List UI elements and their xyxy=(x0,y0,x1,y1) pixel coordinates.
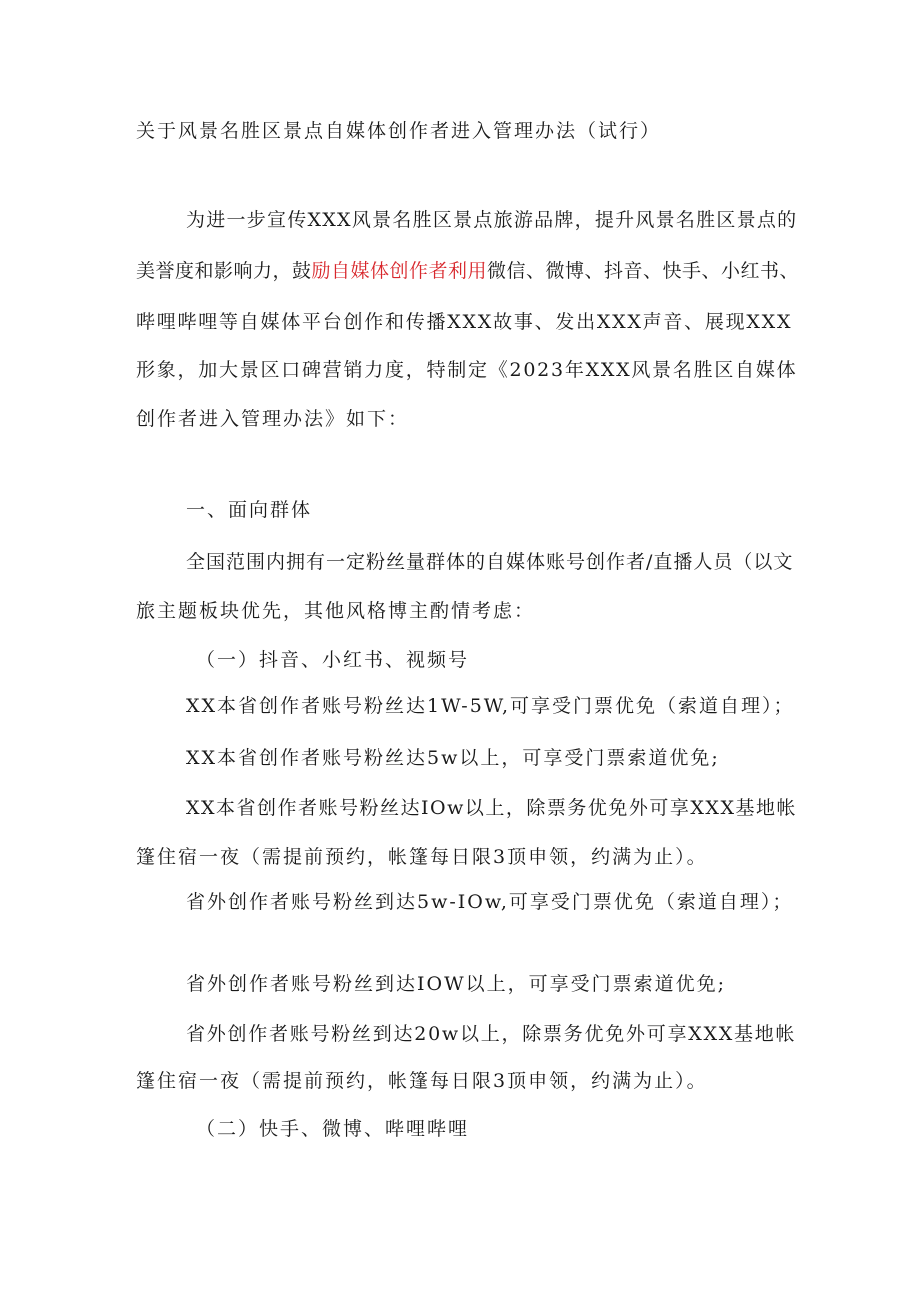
intro-line-3: 哔哩哔哩等自媒体平台创作和传播XXX故事、发出XXX声音、展现XXX xyxy=(136,311,793,333)
rule-item-3-line-2: 篷住宿一夜（需提前预约，帐篷每日限3顶申领，约满为止）。 xyxy=(136,846,708,868)
rule-item-5: 省外创作者账号粉丝到达IOW以上，可享受门票索道优免; xyxy=(186,973,727,995)
subsection-1-heading: （一）抖音、小红书、视频号 xyxy=(196,649,470,671)
rule-item-4: 省外创作者账号粉丝到达5w-IOw,可享受门票优免（索道自理）； xyxy=(186,891,794,913)
intro-line-2 xyxy=(136,258,799,284)
intro-line-1: 为进一步宣传XXX风景名胜区景点旅游品牌，提升风景名胜区景点的 xyxy=(186,209,798,231)
rule-item-1: XX本省创作者账号粉丝达1W-5W,可享受门票优免（索道自理）； xyxy=(186,695,795,717)
section-1-para-line-1: 全国范围内拥有一定粉丝量群体的自媒体账号创作者/直播人员（以文 xyxy=(186,551,794,573)
document-title: 关于风景名胜区景点自媒体创作者进入管理办法（试行） xyxy=(136,120,662,142)
section-1-para-line-2: 旅主题板块优先，其他风格博主酌情考虑： xyxy=(136,600,536,622)
section-1-heading: 一、面向群体 xyxy=(186,499,313,521)
rule-item-6-line-1: 省外创作者账号粉丝到达20w以上，除票务优免外可享XXX基地帐 xyxy=(186,1023,797,1045)
intro-highlighted-text: 励自媒体创作者利用 xyxy=(311,260,488,282)
rule-item-6-line-2: 篷住宿一夜（需提前预约，帐篷每日限3顶申领，约满为止）。 xyxy=(136,1070,708,1092)
subsection-2-heading: （二）快手、微博、哔哩哔哩 xyxy=(196,1118,470,1140)
rule-item-3-line-1: XX本省创作者账号粉丝达IOw以上，除票务优免外可享XXX基地帐 xyxy=(186,797,797,819)
intro-line-5: 创作者进入管理办法》如下： xyxy=(136,408,410,430)
intro-line-4: 形象，加大景区口碑营销力度，特制定《2023年XXX风景名胜区自媒体 xyxy=(136,359,798,381)
rule-item-2: XX本省创作者账号粉丝达5w以上，可享受门票索道优免; xyxy=(186,747,720,769)
intro-line-2-part-a: 美誉度和影响力，鼓 xyxy=(136,260,312,282)
intro-line-2-part-c: 微信、微博、抖音、快手、小红书、 xyxy=(487,260,800,282)
